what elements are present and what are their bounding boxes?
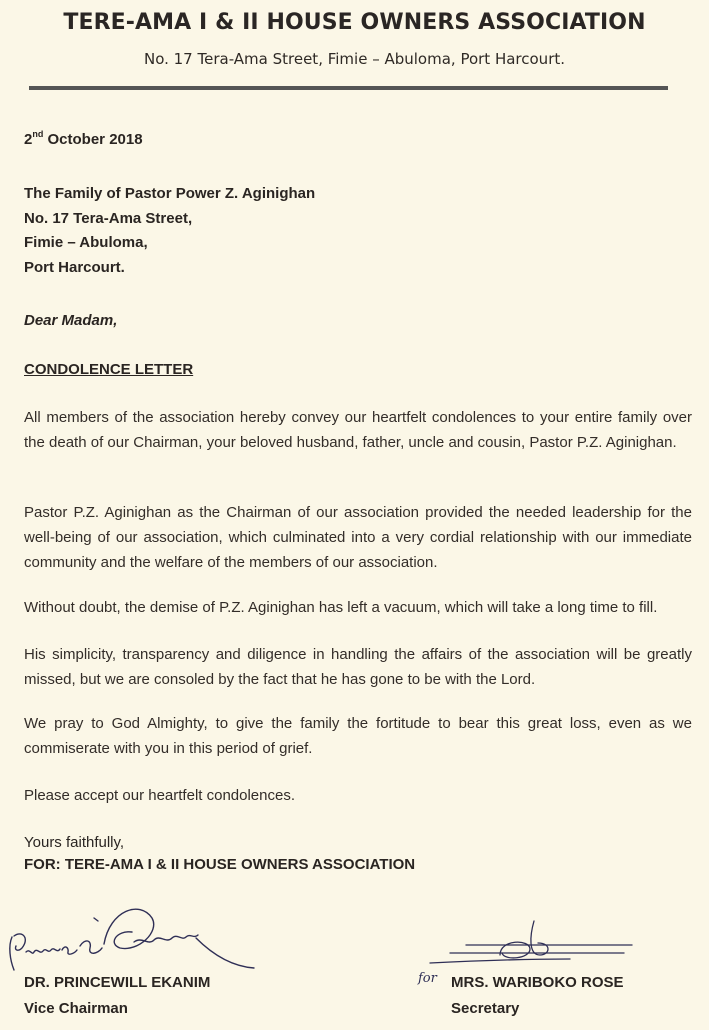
on-behalf-of-line: FOR: TERE-AMA I & II HOUSE OWNERS ASSOCIATION bbox=[24, 856, 416, 873]
for-handwritten-mark: for bbox=[418, 971, 437, 986]
recipient-address-block bbox=[24, 182, 315, 280]
body-paragraph: His simplicity, transparency and diligence in handling the affairs of the association will be greatly missed, but we are consoled by the fact that he has gone to be with the Lord. bbox=[24, 646, 692, 688]
secretary-name: MRS. WARIBOKO ROSE bbox=[451, 974, 624, 991]
recipient-line: No. 17 Tera-Ama Street, bbox=[24, 209, 193, 227]
salutation: Dear Madam, bbox=[24, 312, 118, 329]
body-paragraph: All members of the association hereby convey our heartfelt condolences to your entire family over the death of our Chairman, your beloved husband, father, uncle and cousin, Pastor P.Z. Aginighan. bbox=[24, 409, 692, 451]
recipient-line: Port Harcourt. bbox=[24, 258, 125, 276]
body-paragraph: Without doubt, the demise of P.Z. Aginighan has left a vacuum, which will take a long time to fill. bbox=[24, 599, 658, 616]
body-paragraph: We pray to God Almighty, to give the family the fortitude to bear this great loss, even as we commiserate with you in this period of grief. bbox=[24, 715, 692, 757]
subject-heading: CONDOLENCE LETTER bbox=[24, 361, 194, 378]
vice-chairman-signature bbox=[0, 900, 260, 980]
valediction: Yours faithfully, bbox=[24, 834, 125, 851]
body-paragraph: Pastor P.Z. Aginighan as the Chairman of our association provided the needed leadership for the well-being of our association, which culminated into a very cordial relationship with our immediate community and the welfare of the members of our association. bbox=[24, 504, 692, 571]
date-suffix: nd bbox=[32, 129, 44, 139]
vice-chairman-signature-block bbox=[24, 970, 210, 1022]
secretary-title: Secretary bbox=[451, 1000, 520, 1017]
letter-date bbox=[24, 130, 143, 148]
letterhead-divider bbox=[29, 86, 668, 90]
secretary-signature-block bbox=[451, 970, 624, 1022]
recipient-line: Fimie – Abuloma, bbox=[24, 234, 148, 251]
body-paragraph: Please accept our heartfelt condolences. bbox=[24, 787, 296, 804]
letterhead-address: No. 17 Tera-Ama Street, Fimie – Abuloma, Port Harcourt. bbox=[143, 50, 566, 68]
letterhead-title: TERE-AMA I & II HOUSE OWNERS ASSOCIATION bbox=[63, 10, 646, 35]
recipient-line: The Family of Pastor Power Z. Aginighan bbox=[24, 185, 316, 202]
date-month-year: October 2018 bbox=[43, 131, 143, 148]
vice-chairman-title: Vice Chairman bbox=[24, 1000, 128, 1017]
vice-chairman-name: DR. PRINCEWILL EKANIM bbox=[24, 974, 211, 991]
date-day: 2 bbox=[24, 131, 33, 148]
